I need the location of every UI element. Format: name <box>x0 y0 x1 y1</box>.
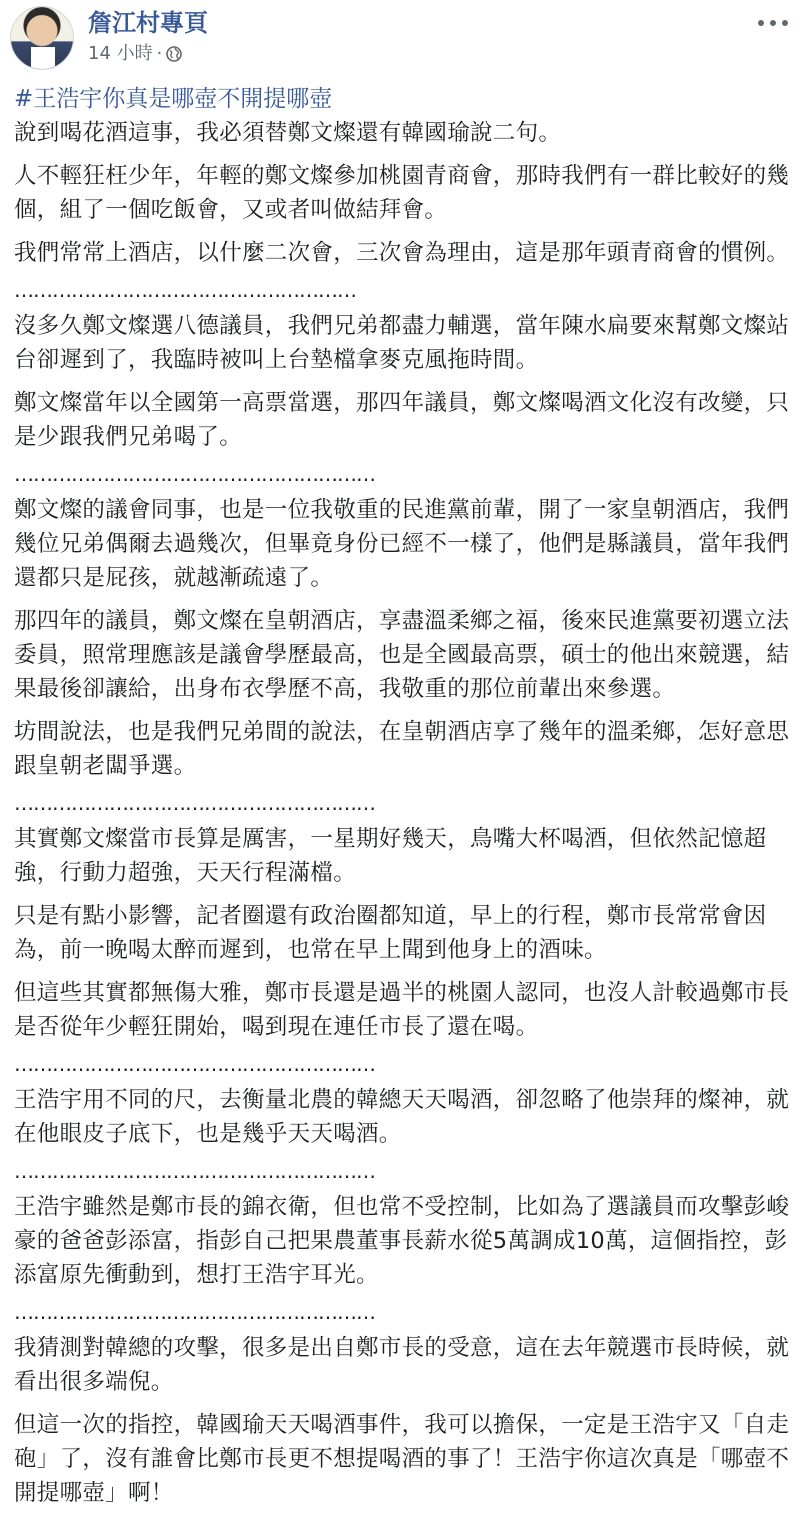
post-paragraph: 鄭文燦當年以全國第一高票當選，那四年議員，鄭文燦喝酒文化沒有改變，只是少跟我們兄弟喝了。 <box>14 390 790 450</box>
post-paragraph: 但這些其實都無傷大雅，鄭市長還是過半的桃園人認同，也沒人計較過鄭市長是否從年少輕狂開始，喝到現在連任市長了還在喝。 <box>14 980 790 1040</box>
post-timestamp[interactable]: 14 小時 <box>88 43 153 64</box>
globe-icon[interactable] <box>166 46 182 62</box>
post-paragraph: 沒多久鄭文燦選八德議員，我們兄弟都盡力輔選，當年陳水扁要來幫鄭文燦站台卻遲到了，我臨時被叫上台墊檔拿麥克風拖時間。 <box>14 313 790 373</box>
post-paragraph: 王浩宇用不同的尺，去衡量北農的韓總天天喝酒，卻忽略了他崇拜的燦神，就在他眼皮子底下，也是幾乎天天喝酒。 <box>14 1087 790 1147</box>
meta-separator: · <box>156 43 163 64</box>
post-paragraph: 其實鄭文燦當市長算是厲害，一星期好幾天，鳥嘴大杯喝酒，但依然記憶超強，行動力超強，天天行程滿檔。 <box>14 826 767 886</box>
hashtag-link[interactable]: #王浩宇你真是哪壺不開提哪壺 <box>14 86 333 112</box>
section-divider: ………………………………………………… <box>14 463 375 485</box>
post-header <box>10 6 792 70</box>
post-paragraph: 我們常常上酒店，以什麼二次會，三次會為理由，這是那年頭青商會的慣例。 <box>14 240 790 266</box>
avatar-shirt-shape <box>31 47 55 70</box>
post-content <box>14 82 792 1519</box>
section-divider: ………………………………………………… <box>14 1301 375 1323</box>
post-paragraph: 只是有點小影響，記者圈還有政治圈都知道，早上的行程，鄭市長常常會因為，前一晚喝太醉而遲到，也常在早上聞到他身上的酒味。 <box>14 903 767 963</box>
post-paragraph: 鄭文燦的議會同事，也是一位我敬重的民進黨前輩，開了一家皇朝酒店，我們幾位兄弟偶爾去過幾次，但畢竟身份已經不一樣了，他們是縣議員，當年我們還都只是屁孩，就越漸疏遠了。 <box>14 497 790 591</box>
post-paragraph: 我猜測對韓總的攻擊，很多是出自鄭市長的受意，這在去年競選市長時候，就看出很多端倪。 <box>14 1335 790 1395</box>
page-name-link[interactable]: 詹江村專頁 <box>88 9 208 37</box>
page-avatar[interactable] <box>10 6 74 70</box>
more-options-icon[interactable] <box>758 16 788 30</box>
section-divider: ………………………………………………… <box>14 1053 375 1075</box>
post-paragraph: 坊間說法，也是我們兄弟間的說法，在皇朝酒店享了幾年的溫柔鄉，怎好意思跟皇朝老闆爭選。 <box>14 719 790 779</box>
post-paragraph: 說到喝花酒這事，我必須替鄭文燦還有韓國瑜說二句。 <box>14 120 562 146</box>
section-divider: ………………………………………………… <box>14 1160 375 1182</box>
section-divider: ……………………………………………… <box>14 279 356 301</box>
post-paragraph: 那四年的議員，鄭文燦在皇朝酒店，享盡溫柔鄉之福，後來民進黨要初選立法委員，照常理應該是議會學歷最高，也是全國最高票，碩士的他出來競選，結果最後卻讓給，出身布衣學歷不高，我敬重的那位前輩出來參選。 <box>14 608 790 702</box>
section-divider: ………………………………………………… <box>14 792 375 814</box>
post-paragraph: 但這一次的指控，韓國瑜天天喝酒事件，我可以擔保，一定是王浩宇又「自走砲」了，沒有誰會比鄭市長更不想提喝酒的事了！王浩宇你這次真是「哪壺不開提哪壺」啊！ <box>14 1412 790 1506</box>
post-paragraph: 王浩宇雖然是鄭市長的錦衣衛，但也常不受控制，比如為了選議員而攻擊彭峻豪的爸爸彭添富，指彭自己把果農董事長薪水從5萬調成10萬，這個指控，彭添富原先衝動到，想打王浩宇耳光。 <box>14 1194 790 1288</box>
post-paragraph: 人不輕狂枉少年，年輕的鄭文燦參加桃園青商會，那時我們有一群比較好的幾個，組了一個吃飯會，又或者叫做結拜會。 <box>14 163 790 223</box>
post-meta <box>88 42 182 66</box>
